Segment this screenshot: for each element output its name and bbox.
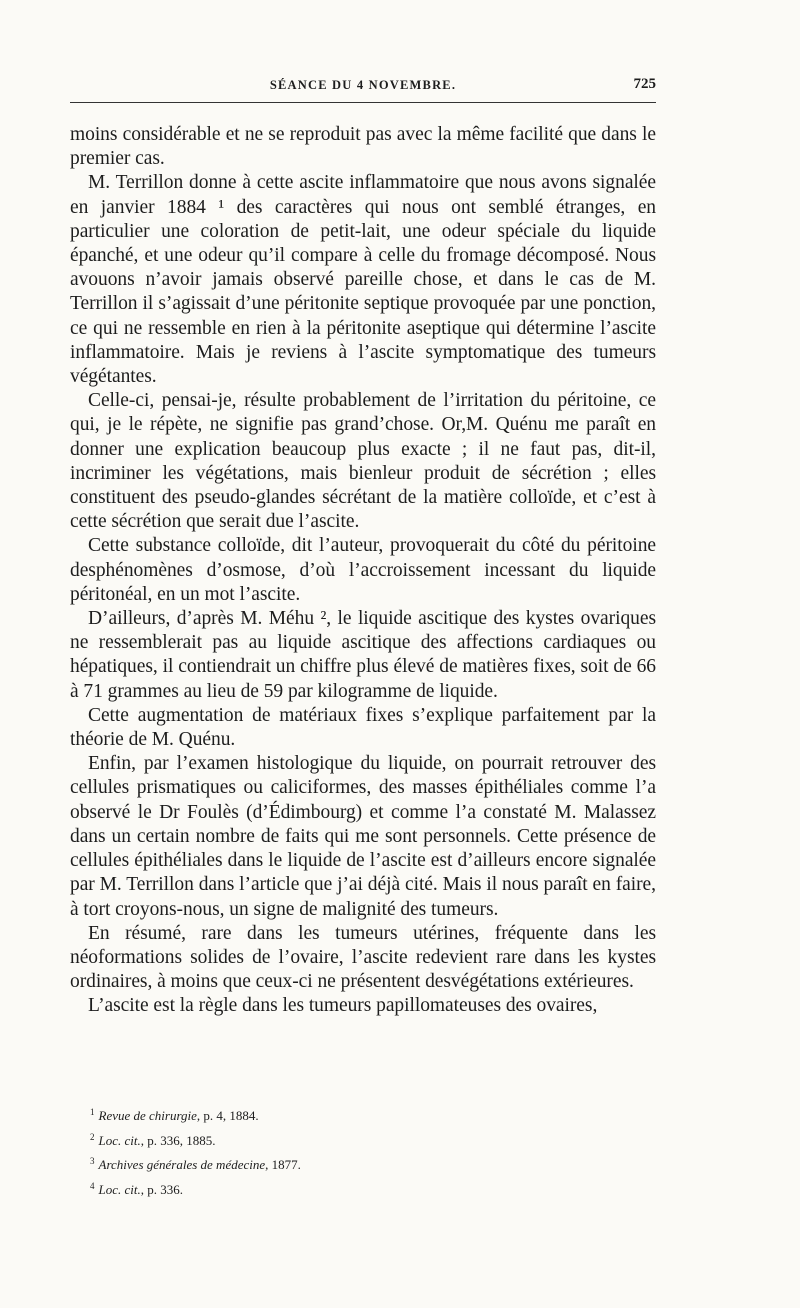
- header-rule: [70, 102, 656, 103]
- paragraph: L’ascite est la règle dans les tumeurs papillomateuses des ovaires,: [88, 995, 598, 1017]
- footnote: [90, 1102, 650, 1127]
- paragraph: En résumé, rare dans les tumeurs utérines, fréquente dans les néoformations solides de l’ovaire, l’ascite redevient rare dans les kystes ordinaires, à moins que ceux-ci ne présentent desvégétations extérieures.: [70, 922, 656, 993]
- footnote-mark: 3: [90, 1156, 95, 1166]
- paragraph: Enfin, par l’examen histologique du liquide, on pourrait retrouver des cellules prismatiques ou caliciformes, des masses épithéliales comme l’a observé le Dr Foulès (d’Édimbourg) et comme l’a constaté M. Malassez dans un certain nombre de faits qui me sont personnels. Cette présence de cellules épithéliales dans le liquide de l’ascite est d’ailleurs encore signalée par M. Terrillon dans l’article que j’ai déjà cité. Mais il nous paraît en faire, à tort croyons-nous, un signe de malignité des tumeurs.: [70, 753, 656, 920]
- footnote-reference: , p. 4, 1884.: [196, 1108, 259, 1123]
- footnote-reference: , p. 336.: [140, 1181, 183, 1197]
- footnote: [90, 1151, 650, 1176]
- running-title: SÉANCE DU 4 NOVEMBRE.: [269, 78, 457, 92]
- footnote: [90, 1176, 650, 1201]
- page-header: [70, 70, 656, 110]
- paragraph: Celle-ci, pensai-je, résulte probablement de l’irritation du péritoine, ce qui, je le répète, ne signifie pas grand’chose. Or,M. Quénu me paraît en donner une explication beaucoup plus exacte ; il ne faut pas, dit-il, incriminer les végétations, mais bienleur produit de sécrétion ; elles constituent des pseudo-glandes sécrétant de la matière colloïde, et c’est à cette sécrétion que serait due l’ascite.: [70, 390, 656, 533]
- footnote-reference: , 1877.: [265, 1157, 301, 1172]
- footnote-work: Loc. cit.: [98, 1181, 141, 1197]
- footnote-mark: 2: [90, 1131, 95, 1142]
- paragraph: M. Terrillon donne à cette ascite inflammatoire que nous avons signalée en janvier 1884 ¹ des caractères qui nous ont semblé étranges, en particulier une coloration de petit-lait, une odeur spéciale du liquide épanché, et une odeur qu’il compare à celle du fromage décomposé. Nous avouons n’avoir jamais observé pareille chose, et dans le cas de M. Terrillon il s’agissait d’une péritonite septique provoquée par une ponction, ce qui ne ressemble en rien à la péritonite aseptique qui détermine l’ascite inflammatoire. Mais je reviens à l’ascite symptomatique des tumeurs végétantes.: [70, 172, 656, 388]
- footnote-work: Revue de chirurgie: [98, 1108, 197, 1123]
- paragraph: moins considérable et ne se reproduit pas avec la même facilité que dans le premier cas.: [70, 124, 656, 170]
- footnote-mark: 4: [90, 1180, 95, 1191]
- footnote-reference: , p. 336, 1885.: [140, 1132, 216, 1148]
- footnote: [90, 1127, 650, 1152]
- paragraph: Cette augmentation de matériaux fixes s’explique parfaitement par la théorie de M. Quénu.: [70, 704, 656, 751]
- paragraph: Cette substance colloïde, dit l’auteur, provoquerait du côté du péritoine desphénomènes d’osmose, d’où l’accroissement incessant du liquide péritonéal, en un mot l’ascite.: [70, 535, 656, 605]
- footnote-mark: 1: [90, 1107, 95, 1117]
- page-number: 725: [633, 76, 656, 92]
- paragraph: D’ailleurs, d’après M. Méhu ², le liquide ascitique des kystes ovariques ne ressemblerait pas au liquide ascitique des affections cardiaques ou hépatiques, il contiendrait un chiffre plus élevé de matières fixes, soit de 66 à 71 grammes au lieu de 59 par kilogramme de liquide.: [70, 608, 656, 702]
- footnotes: [90, 1102, 650, 1200]
- footnote-work: Archives générales de médecine: [98, 1157, 266, 1172]
- footnote-work: Loc. cit.: [98, 1132, 141, 1148]
- body-text: [70, 123, 656, 1019]
